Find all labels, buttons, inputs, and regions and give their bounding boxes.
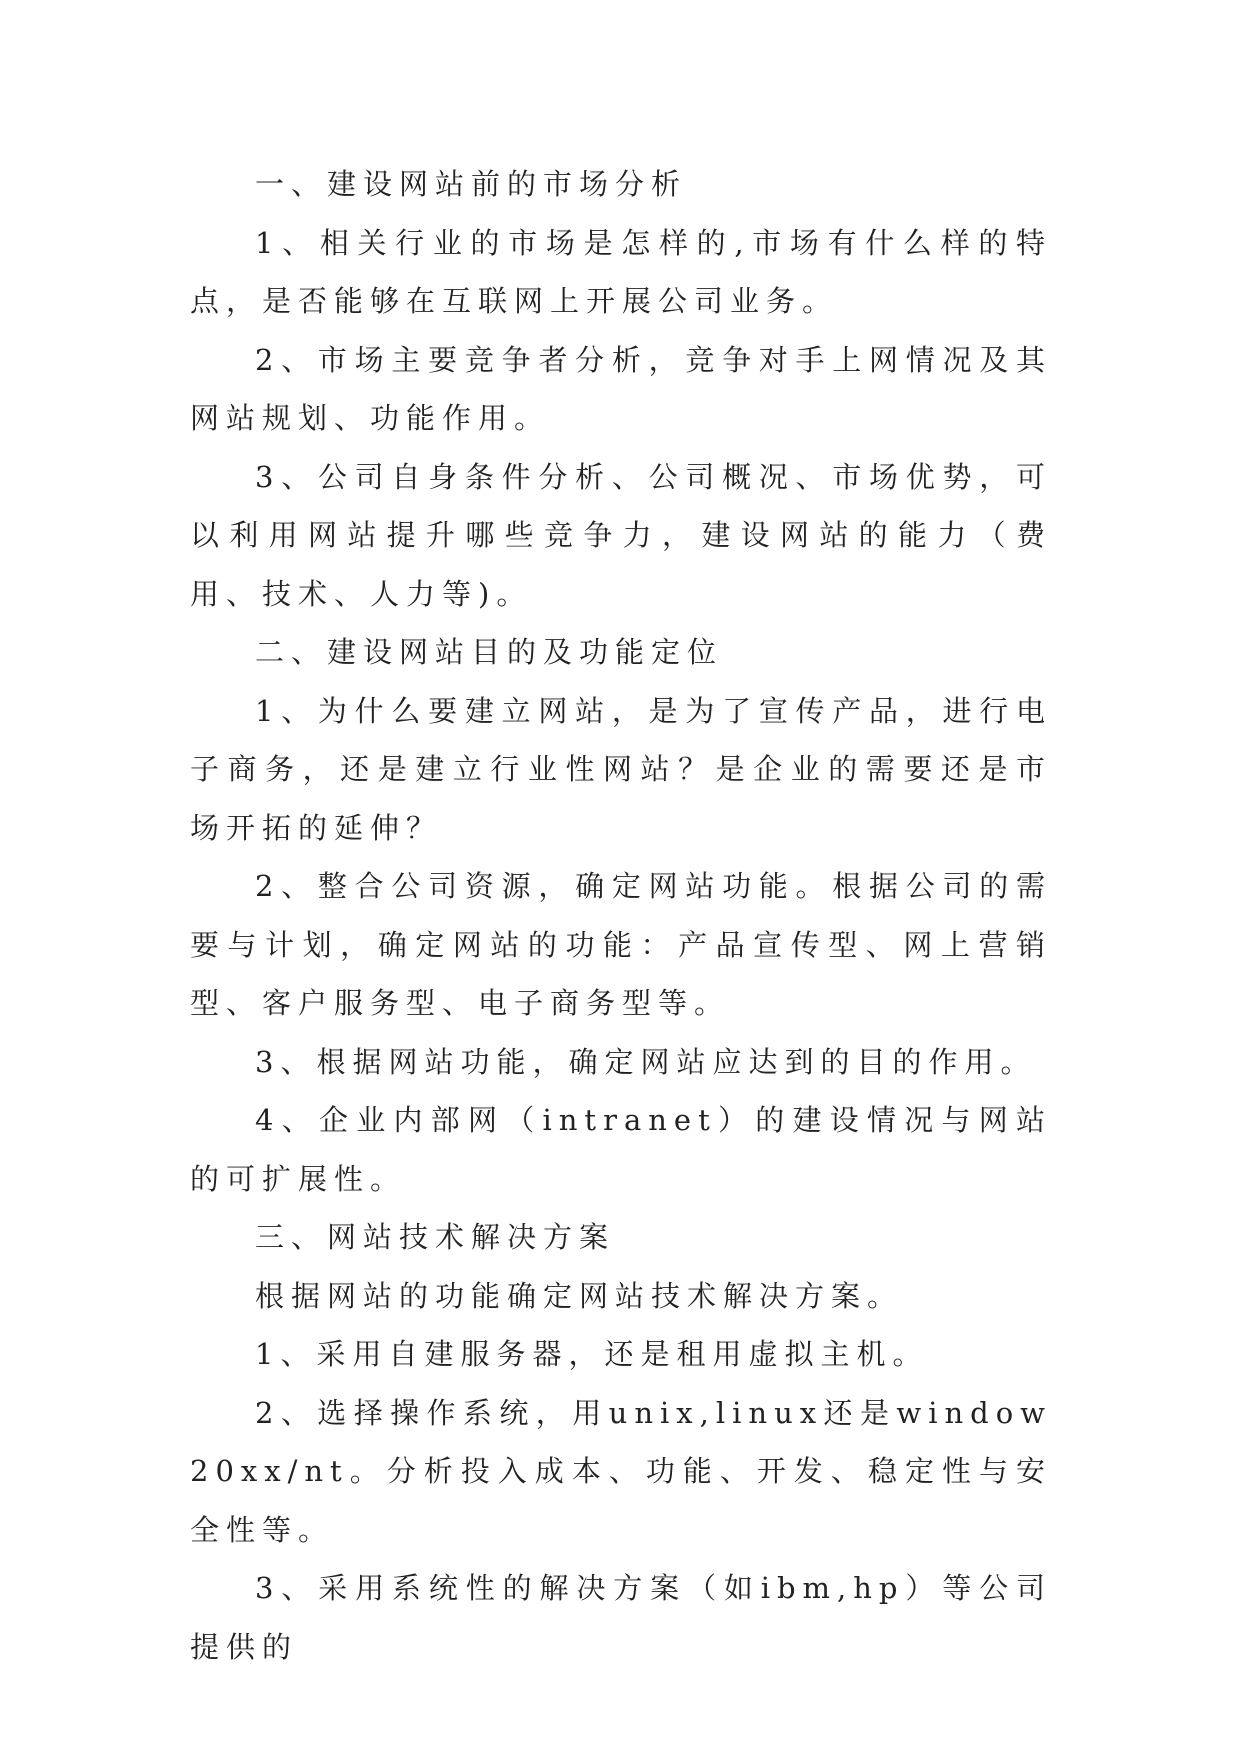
paragraph: 1、为什么要建立网站，是为了宣传产品，进行电子商务，还是建立行业性网站？是企业的需要还是市场开拓的延伸？: [190, 693, 1052, 845]
paragraph: 3、公司自身条件分析、公司概况、市场优势，可以利用网站提升哪些竞争力，建设网站的能力（费用、技术、人力等)。: [190, 459, 1052, 611]
paragraph: 1、采用自建服务器，还是租用虚拟主机。: [255, 1337, 929, 1371]
section-heading-1: 一、建设网站前的市场分析: [255, 167, 688, 201]
paragraph: 2、选择操作系统，用unix,linux还是window20xx/nt。分析投入成本、功能、开发、稳定性与安全性等。: [190, 1395, 1052, 1547]
section-heading-2: 二、建设网站目的及功能定位: [255, 635, 724, 669]
paragraph: 3、采用系统性的解决方案（如ibm,hp）等公司提供的: [190, 1571, 1052, 1664]
document-body: [190, 155, 1052, 1676]
paragraph: 3、根据网站功能，确定网站应达到的目的作用。: [255, 1044, 1037, 1079]
paragraph: 2、市场主要竞争者分析，竞争对手上网情况及其网站规划、功能作用。: [190, 342, 1052, 435]
paragraph: 根据网站的功能确定网站技术解决方案。: [255, 1278, 904, 1313]
paragraph: 2、整合公司资源，确定网站功能。根据公司的需要与计划，确定网站的功能：产品宣传型、网上营销型、客户服务型、电子商务型等。: [190, 869, 1052, 1020]
paragraph: 4、企业内部网（intranet）的建设情况与网站的可扩展性。: [190, 1103, 1052, 1196]
paragraph: 1、相关行业的市场是怎样的,市场有什么样的特点，是否能够在互联网上开展公司业务。: [190, 225, 1052, 318]
section-heading-3: 三、网站技术解决方案: [255, 1220, 616, 1254]
